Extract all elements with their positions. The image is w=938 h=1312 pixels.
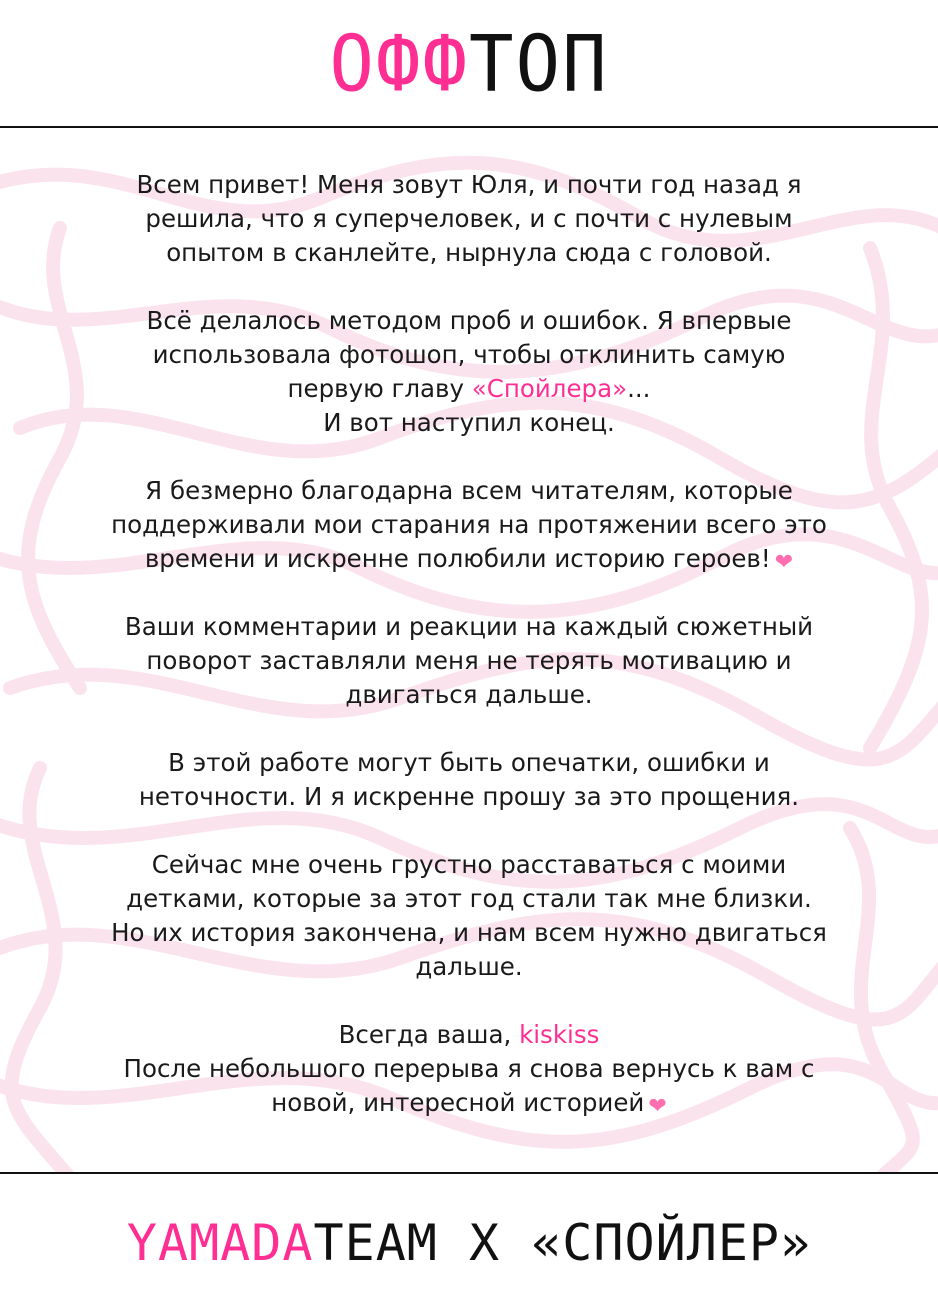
text-line: детками, которые за этот год стали так мне близки. bbox=[126, 884, 812, 913]
paragraph-comments bbox=[40, 610, 898, 712]
text-fragment: времени и искренне полюбили историю героев! bbox=[144, 544, 771, 573]
text-fragment: первую главу bbox=[287, 374, 472, 403]
text-line: поддерживали мои старания на протяжении всего это bbox=[111, 510, 827, 539]
text-line-with-heart bbox=[40, 542, 898, 576]
text-line-with-title bbox=[40, 372, 898, 406]
text-line: Но их история закончена, и нам всем нужно двигаться bbox=[111, 918, 827, 947]
paragraph-gratitude bbox=[40, 474, 898, 576]
text-line: дальше. bbox=[415, 952, 523, 981]
paragraph-intro bbox=[40, 168, 898, 270]
text-line: В этой работе могут быть опечатки, ошибки и bbox=[168, 748, 770, 777]
brand-main: TEAM X «СПОЙЛЕР» bbox=[313, 1214, 812, 1272]
text-line: Сейчас мне очень грустно расставаться с моими bbox=[151, 850, 787, 879]
paragraph-errors bbox=[40, 746, 898, 814]
paragraph-signature bbox=[40, 1018, 898, 1120]
title-main: ТОП bbox=[469, 18, 609, 109]
author-name: kiskiss bbox=[519, 1020, 600, 1049]
text-line: После небольшого перерыва я снова вернусь к вам с bbox=[123, 1054, 815, 1083]
pink-heart-icon: ❤ bbox=[774, 550, 794, 575]
page-title bbox=[329, 18, 609, 109]
text-line-with-heart bbox=[40, 1086, 898, 1120]
text-line: неточности. И я искренне прошу за это прощения. bbox=[138, 782, 800, 811]
footer-brand bbox=[126, 1214, 812, 1272]
message-panel bbox=[0, 128, 938, 1172]
text-line: поворот заставляли меня не терять мотивацию и bbox=[146, 646, 792, 675]
text-line: использовала фотошоп, чтобы отклинить самую bbox=[152, 340, 786, 369]
text-fragment: Всегда ваша, bbox=[338, 1020, 520, 1049]
text-fragment: новой, интересной историей bbox=[271, 1088, 645, 1117]
brand-accent: YAMADA bbox=[126, 1214, 314, 1272]
text-line: двигаться дальше. bbox=[345, 680, 593, 709]
text-line: И вот наступил конец. bbox=[323, 408, 615, 437]
text-line: Ваши комментарии и реакции на каждый сюжетный bbox=[124, 612, 814, 641]
title-accent: ОФФ bbox=[329, 18, 469, 109]
paragraph-goodbye bbox=[40, 848, 898, 984]
signature-line bbox=[40, 1018, 898, 1052]
footer bbox=[0, 1174, 938, 1312]
text-line: Я безмерно благодарна всем читателям, которые bbox=[145, 476, 793, 505]
spoiler-title-highlight: «Спойлера» bbox=[471, 374, 628, 403]
text-line: решила, что я суперчеловек, и с почти с нулевым bbox=[145, 204, 793, 233]
text-line: Всё делалось методом проб и ошибок. Я впервые bbox=[146, 306, 792, 335]
text-fragment: ... bbox=[627, 374, 651, 403]
text-line: опытом в сканлейте, нырнула сюда с головой. bbox=[166, 238, 772, 267]
text-line: Всем привет! Меня зовут Юля, и почти год назад я bbox=[136, 170, 802, 199]
pink-heart-icon: ❤ bbox=[648, 1094, 667, 1119]
message-text bbox=[40, 168, 898, 1154]
header bbox=[0, 0, 938, 127]
paragraph-photoshop bbox=[40, 304, 898, 440]
